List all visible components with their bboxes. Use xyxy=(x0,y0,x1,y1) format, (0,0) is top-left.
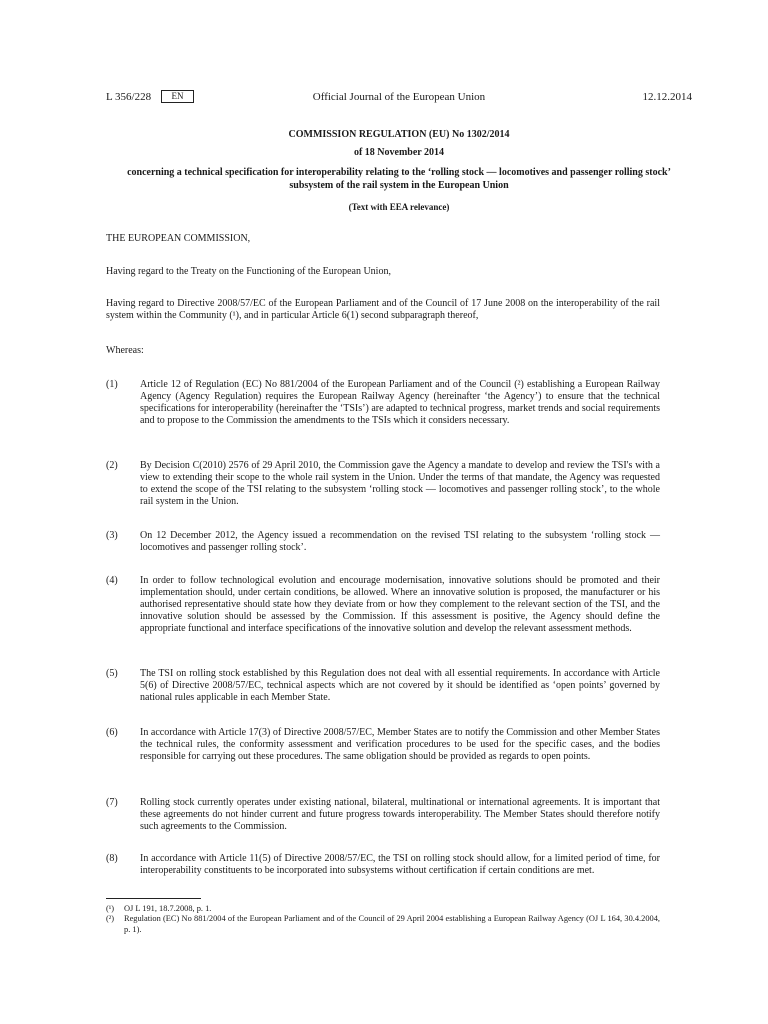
recital-text: The TSI on rolling stock established by this Regulation does not deal with all essential requirements. In accordance with Article 5(6) of Directive 2008/57/EC, technical aspects which are not covered by it should be identified as ‘open points’ governed by national rules applicable in each Member State. xyxy=(140,668,660,703)
footnote xyxy=(106,914,660,935)
recital-number: (5) xyxy=(106,668,118,679)
regulation-title: COMMISSION REGULATION (EU) No 1302/2014 xyxy=(288,129,510,140)
recital xyxy=(106,668,660,704)
recital-number: (4) xyxy=(106,575,118,586)
language-badge: EN xyxy=(161,90,194,103)
footnote-text: OJ L 191, 18.7.2008, p. 1. xyxy=(124,904,212,913)
page-reference: L 356/228 xyxy=(106,91,152,103)
footnote xyxy=(106,904,660,915)
recital-number: (8) xyxy=(106,853,118,864)
journal-title: Official Journal of the European Union xyxy=(312,91,486,103)
footnote-divider xyxy=(106,898,201,899)
publication-date: 12.12.2014 xyxy=(642,91,692,103)
preamble-whereas: Whereas: xyxy=(106,345,144,356)
preamble-treaty: Having regard to the Treaty on the Functioning of the European Union, xyxy=(106,266,391,277)
recital xyxy=(106,575,660,635)
footnote-mark: (²) xyxy=(106,914,115,923)
footnote-text: Regulation (EC) No 881/2004 of the European Parliament and of the Council of 29 April 2004 establishing a European Railway Agency (OJ L 164, 30.4.2004, p. 1). xyxy=(124,914,660,934)
recital-text: Article 12 of Regulation (EC) No 881/2004 of the European Parliament and of the Council (²) establishing a European Railway Agency (Agency Regulation) requires the European Railway Agency (hereinafter ‘the Agency’) to ensure that the technical specifications for interoperability (hereinafter the ‘TSIs’) are adapted to technical progress, market trends and social requirements and to propose to the Commission the amendments to the TSIs which it considers necessary. xyxy=(140,379,660,426)
recital xyxy=(106,530,660,554)
recital xyxy=(106,460,660,508)
recital-text: By Decision C(2010) 2576 of 29 April 2010, the Commission gave the Agency a mandate to develop and review the TSI's with a view to extending their scope to the whole rail system in the Union. Under the terms of that mandate, the Agency was requested to extend the scope of the TSI relating to the subsystem ‘rolling stock — locomotives and passenger rolling stock’, to the whole rail system in the Union. xyxy=(140,460,660,507)
recital-number: (3) xyxy=(106,530,118,541)
preamble-directive: Having regard to Directive 2008/57/EC of the European Parliament and of the Council of 17 June 2008 on the interoperability of the rail system within the Community (¹), and in particular Article 6(1) second subparagraph thereof, xyxy=(106,298,660,321)
preamble-commission: THE EUROPEAN COMMISSION, xyxy=(106,233,251,244)
page-header xyxy=(106,90,692,106)
recital-number: (1) xyxy=(106,379,118,390)
recital-text: In accordance with Article 17(3) of Directive 2008/57/EC, Member States are to notify the Commission and other Member States the technical rules, the conformity assessment and verification procedures to be used for the specific cases, and the bodies responsible for carrying out these procedures. The same obligation should be provided as regards to open points. xyxy=(140,727,660,762)
regulation-subject: concerning a technical specification for interoperability relating to the ‘rolling stock — locomotives and passenger rolling stock’ subsystem of the rail system in the European Union xyxy=(127,167,671,191)
recital-text: Rolling stock currently operates under existing national, bilateral, multinational or international agreements. It is important that these agreements do not hinder current and future progress towards interoperability. The Member States should therefore notify such agreements to the Commission. xyxy=(140,797,660,832)
recital xyxy=(106,727,660,763)
recital-text: On 12 December 2012, the Agency issued a recommendation on the revised TSI relating to the subsystem ‘rolling stock — locomotives and passenger rolling stock’. xyxy=(140,530,660,553)
recital-text: In accordance with Article 11(5) of Directive 2008/57/EC, the TSI on rolling stock should allow, for a limited period of time, for interoperability constituents to be incorporated into subsystems without certification if certain conditions are met. xyxy=(140,853,660,876)
document-title xyxy=(106,128,692,213)
recital xyxy=(106,379,660,427)
recital-text: In order to follow technological evolution and encourage modernisation, innovative solutions should be promoted and their implementation should, under certain conditions, be allowed. Where an innovative solution is proposed, the manufacturer or his authorised representative should state how they deviate from or how they complement to the relevant section of the TSI, and the innovative solution should be assessed by the Commission. If this assessment is positive, the Agency should define the appropriate functional and interface specifications of the innovative solution and develop the relevant assessment methods. xyxy=(140,575,660,634)
recital-number: (7) xyxy=(106,797,118,808)
recital xyxy=(106,797,660,833)
footnote-mark: (¹) xyxy=(106,904,115,913)
recital-number: (6) xyxy=(106,727,118,738)
regulation-date: of 18 November 2014 xyxy=(353,147,445,158)
recital-number: (2) xyxy=(106,460,118,471)
recital xyxy=(106,853,660,877)
eea-relevance: (Text with EEA relevance) xyxy=(348,202,450,212)
